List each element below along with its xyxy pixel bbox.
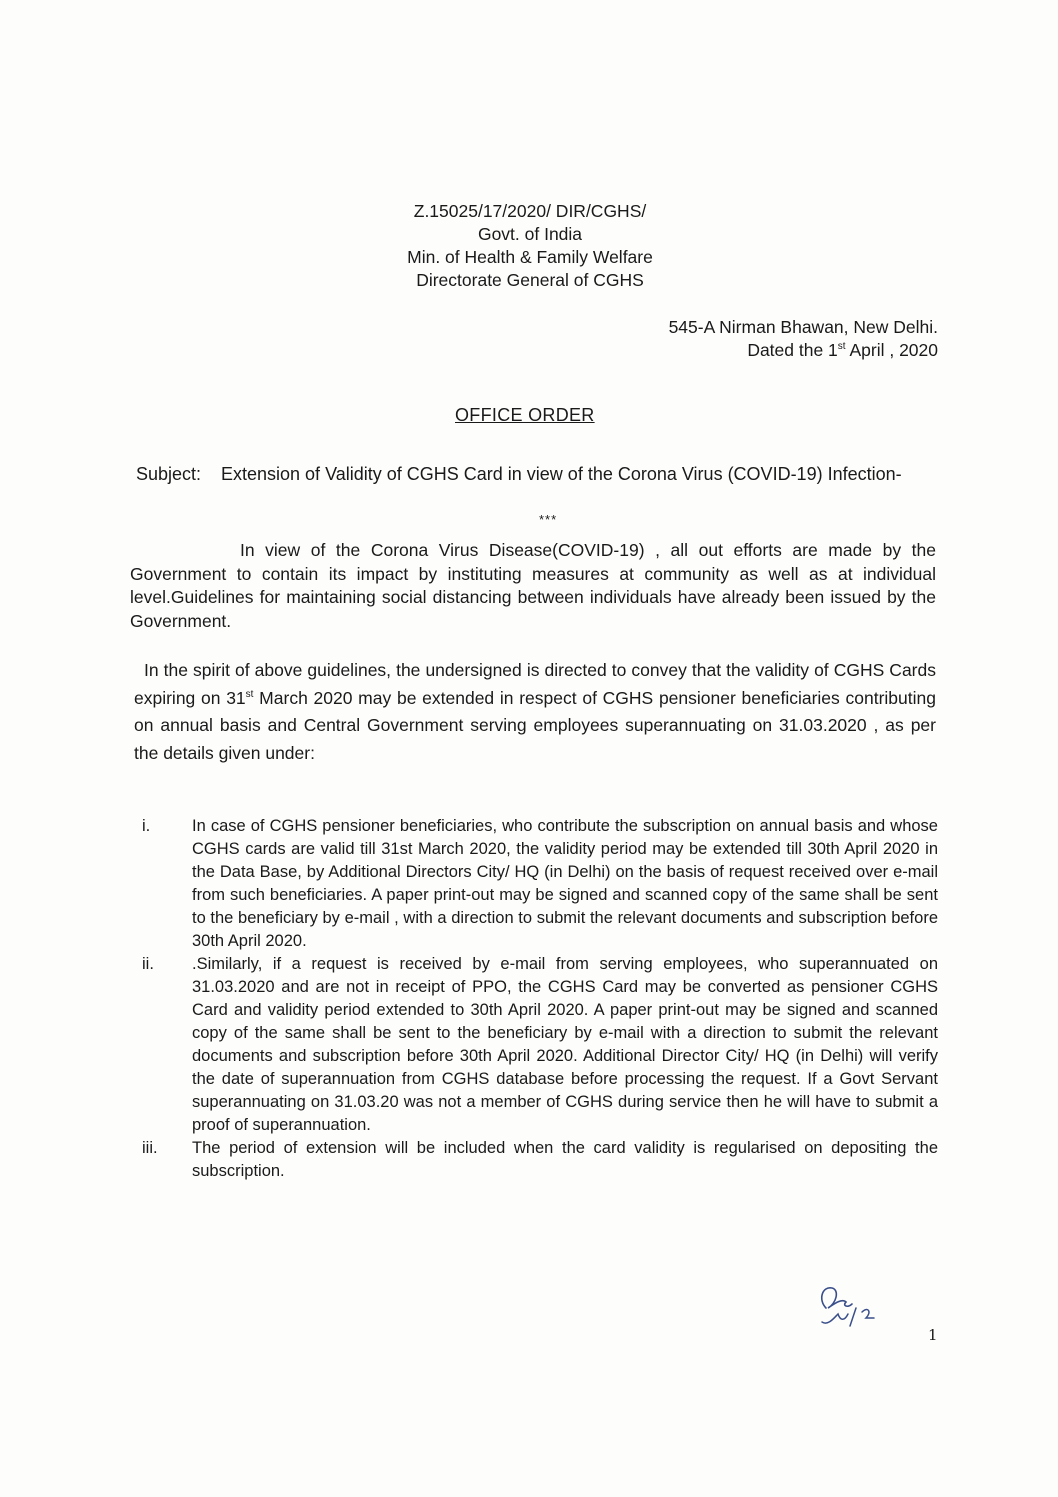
date-prefix: Dated the 1 xyxy=(747,340,838,360)
address-line: 545-A Nirman Bhawan, New Delhi. xyxy=(668,317,938,337)
list-item xyxy=(136,815,938,953)
list-item-text: In case of CGHS pensioner beneficiaries, who contribute the subscription on annual basis and whose CGHS cards are valid till 31st March 2020, the validity period may be extended till 30th April 2020 in the Data Base, by Additional Directors City/ HQ (in Delhi) on the basis of request received over e-mail from such beneficiaries. A paper print-out may be signed and scanned copy of the same shall be sent to the beneficiary by e-mail , with a direction to submit the relevant documents and subscription before 30th April 2020. xyxy=(192,817,938,950)
ministry-line: Min. of Health & Family Welfare xyxy=(407,247,653,267)
page-title: OFFICE ORDER xyxy=(455,405,595,425)
page-number: 1 xyxy=(928,1326,938,1344)
file-number: Z.15025/17/2020/ DIR/CGHS/ xyxy=(413,201,647,221)
order-items xyxy=(136,815,938,1183)
list-item xyxy=(136,953,938,1137)
date-suffix: April , 2020 xyxy=(845,340,938,360)
list-item-number: i. xyxy=(142,817,151,835)
list-item xyxy=(136,1137,938,1183)
list-item-number: ii. xyxy=(142,955,154,973)
paragraph-1: In view of the Corona Virus Disease(COVID-19) , all out efforts are made by the Government to contain its impact by instituting measures at community as well as at individual level.Guidelines for maintaining social distancing between individuals have already been issued by the Government. xyxy=(130,540,936,631)
list-item-text: .Similarly, if a request is received by e-mail from serving employees, who superannuated on 31.03.2020 and are not in receipt of PPO, the CGHS Card may be converted as pensioner CGHS Card and validity period extended to 30th April 2020. A paper print-out may be signed and scanned copy of the same shall be sent to the beneficiary by e-mail with a direction to submit the relevant documents and subscription before 30th April 2020. Additional Director City/ HQ (in Delhi) will verify the date of superannuation from CGHS database before processing the request. If a Govt Servant superannuating on 31.03.20 was not a member of CGHS during service then he will have to submit a proof of superannuation. xyxy=(192,955,938,1134)
list-item-text: The period of extension will be included when the card validity is regularised on depositing the subscription. xyxy=(192,1139,938,1180)
paragraph-2 xyxy=(134,657,936,767)
subject-label: Subject: xyxy=(136,464,202,484)
date-line xyxy=(747,339,938,362)
separator: *** xyxy=(539,512,558,527)
signature-initials xyxy=(812,1278,892,1334)
list-item-number: iii. xyxy=(142,1139,158,1157)
directorate-line: Directorate General of CGHS xyxy=(416,270,644,290)
paragraph-2-superscript: st xyxy=(245,688,254,700)
govt-line: Govt. of India xyxy=(477,224,583,244)
subject-text: Extension of Validity of CGHS Card in view of the Corona Virus (COVID-19) Infection- xyxy=(221,464,902,484)
paragraph-2-part2: March 2020 may be extended in respect of CGHS pensioner beneficiaries contributing on annual basis and Central Government serving employees superannuating on 31.03.2020 , as per the details given under: xyxy=(134,687,936,763)
paragraph-2-part1: In the spirit of above guidelines, the undersigned is directed to convey that the validity of CGHS Cards expiring on 31 xyxy=(134,660,936,708)
date-superscript: st xyxy=(837,341,846,353)
